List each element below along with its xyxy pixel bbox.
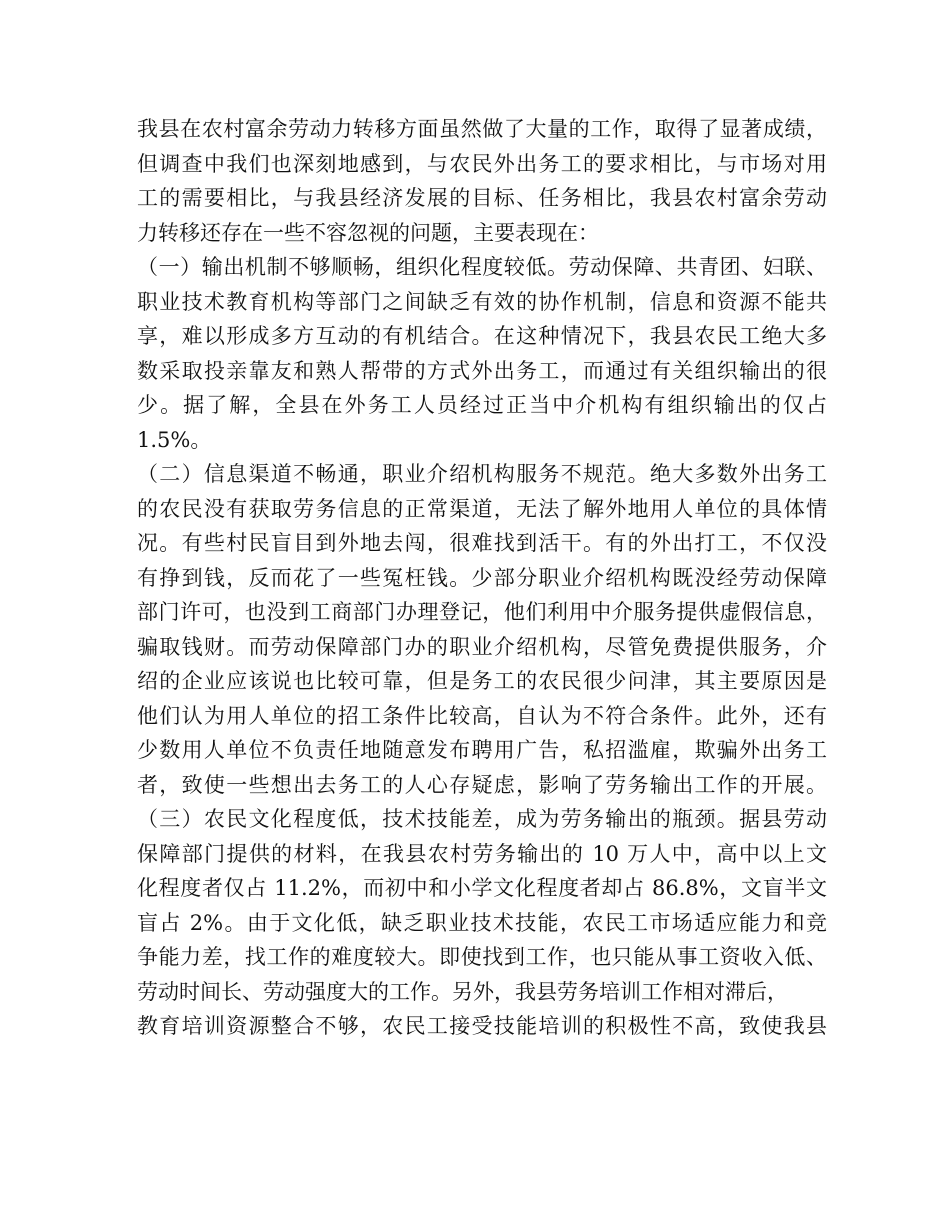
text-line-11: （二）信息渠道不畅通，职业介绍机构服务不规范。绝大多数外出务工 [137, 462, 827, 486]
text-line-12: 的农民没有获取劳务信息的正常渠道，无法了解外地用人单位的具体情 [137, 496, 827, 521]
body-text [137, 112, 827, 1044]
text-line-25: 争能力差，找工作的难度较大。即使找到工作，也只能从事工资收入低、 [137, 945, 827, 969]
text-line-6: 职业技术教育机构等部门之间缺乏有效的协作机制，信息和资源不能共 [137, 289, 827, 314]
text-line-3: 工的需要相比，与我县经济发展的目标、任务相比，我县农村富余劳动 [137, 186, 827, 210]
text-line-24: 盲占 2%。由于文化低，缺乏职业技术技能，农民工市场适应能力和竞 [137, 910, 827, 935]
text-line-22: 保障部门提供的材料，在我县农村劳务输出的 10 万人中，高中以上文 [137, 841, 827, 866]
text-line-15: 部门许可，也没到工商部门办理登记，他们利用中介服务提供虚假信息， [137, 600, 827, 624]
text-line-5: （一）输出机制不够顺畅，组织化程度较低。劳动保障、共青团、妇联、 [137, 255, 827, 279]
text-line-13: 况。有些村民盲目到外地去闯，很难找到活干。有的外出打工，不仅没 [137, 531, 827, 555]
text-line-4: 力转移还存在一些不容忽视的问题，主要表现在： [137, 220, 599, 245]
text-line-19: 少数用人单位不负责任地随意发布聘用广告，私招滥雇，欺骗外出务工 [137, 738, 827, 762]
text-line-23: 化程度者仅占 11.2%，而初中和小学文化程度者却占 86.8%，文盲半文 [137, 876, 827, 900]
text-line-2: 但调查中我们也深刻地感到，与农民外出务工的要求相比，与市场对用 [137, 151, 827, 176]
text-line-8: 数采取投亲靠友和熟人帮带的方式外出务工，而通过有关组织输出的很 [137, 358, 827, 383]
text-line-20: 者，致使一些想出去务工的人心存疑虑，影响了劳务输出工作的开展。 [137, 772, 827, 797]
text-line-27: 教育培训资源整合不够，农民工接受技能培训的积极性不高，致使我县 [137, 1014, 827, 1038]
text-line-17: 绍的企业应该说也比较可靠，但是务工的农民很少问津，其主要原因是 [137, 669, 827, 693]
text-line-26: 劳动时间长、劳动强度大的工作。另外，我县劳务培训工作相对滞后， [137, 979, 788, 1004]
text-line-18: 他们认为用人单位的招工条件比较高，自认为不符合条件。此外，还有 [137, 703, 827, 728]
text-line-7: 享，难以形成多方互动的有机结合。在这种情况下，我县农民工绝大多 [137, 324, 827, 348]
text-line-21: （三）农民文化程度低，技术技能差，成为劳务输出的瓶颈。据县劳动 [137, 807, 827, 831]
text-line-16: 骗取钱财。而劳动保障部门办的职业介绍机构，尽管免费提供服务，介 [137, 634, 827, 659]
text-line-14: 有挣到钱，反而花了一些冤枉钱。少部分职业介绍机构既没经劳动保障 [137, 565, 827, 590]
text-line-1: 我县在农村富余劳动力转移方面虽然做了大量的工作，取得了显著成绩， [137, 117, 827, 141]
text-line-9: 少。据了解，全县在外务工人员经过正当中介机构有组织输出的仅占 [137, 393, 827, 417]
text-line-10: 1.5%。 [137, 427, 212, 452]
